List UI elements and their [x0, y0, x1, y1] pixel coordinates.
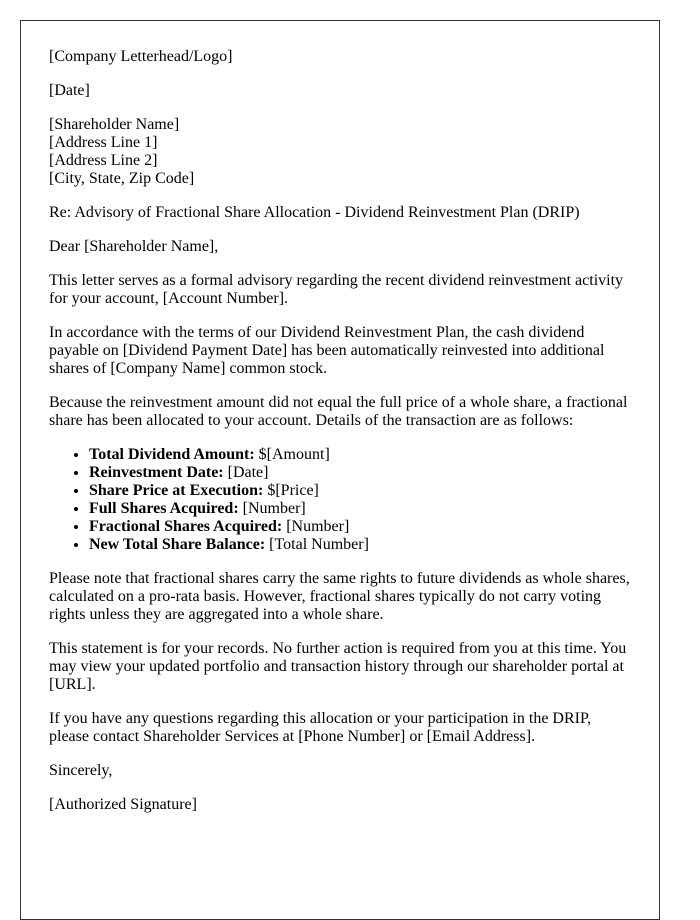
letter-page	[20, 20, 660, 920]
signature-line: [Authorized Signature]	[49, 796, 197, 813]
detail-fractional-shares	[89, 518, 631, 536]
body-paragraph-reinvestment: In accordance with the terms of our Dividend Reinvestment Plan, the cash dividend payable on [Dividend Payment Date] has been automatically reinvested into additional shares of [Company Name] common stock.	[49, 324, 605, 377]
subject-line: Re: Advisory of Fractional Share Allocation - Dividend Reinvestment Plan (DRIP)	[49, 204, 580, 221]
detail-label: Fractional Shares Acquired:	[89, 518, 283, 535]
body-paragraph-fractional: Because the reinvestment amount did not equal the full price of a whole share, a fractional share has been allocated to your account. Details of the transaction are as follows:	[49, 394, 628, 429]
detail-label: Reinvestment Date:	[89, 464, 224, 481]
detail-value: [Total Number]	[265, 536, 369, 553]
letter-date: [Date]	[49, 82, 90, 99]
detail-value: [Date]	[223, 464, 269, 481]
salutation: Dear [Shareholder Name],	[49, 238, 219, 255]
detail-total-dividend-amount	[89, 446, 631, 464]
recipient-name: [Shareholder Name]	[49, 116, 180, 133]
transaction-details-list	[49, 446, 631, 554]
recipient-address-line-2: [Address Line 2]	[49, 152, 158, 169]
detail-value: [Number]	[282, 518, 350, 535]
body-paragraph-rights: Please note that fractional shares carry the same rights to future dividends as whole shares, calculated on a pro-rata basis. However, fractional shares typically do not carry voting rights unless they are aggregated into a whole share.	[49, 570, 630, 623]
detail-value: $[Amount]	[254, 446, 330, 463]
detail-label: Total Dividend Amount:	[89, 446, 255, 463]
body-paragraph-records: This statement is for your records. No further action is required from you at this time. You may view your updated portfolio and transaction history through our shareholder portal at [URL].	[49, 640, 627, 693]
detail-full-shares	[89, 500, 631, 518]
detail-new-total-balance	[89, 536, 631, 554]
body-paragraph-intro: This letter serves as a formal advisory regarding the recent dividend reinvestment activity for your account, [Account Number].	[49, 272, 624, 307]
recipient-address-block	[49, 116, 631, 188]
detail-label: Full Shares Acquired:	[89, 500, 239, 517]
company-letterhead: [Company Letterhead/Logo]	[49, 48, 233, 65]
detail-value: [Number]	[238, 500, 306, 517]
recipient-city-state-zip: [City, State, Zip Code]	[49, 170, 195, 187]
sign-off: Sincerely,	[49, 762, 113, 779]
recipient-address-line-1: [Address Line 1]	[49, 134, 158, 151]
detail-reinvestment-date	[89, 464, 631, 482]
detail-label: Share Price at Execution:	[89, 482, 264, 499]
detail-value: $[Price]	[263, 482, 319, 499]
detail-share-price	[89, 482, 631, 500]
detail-label: New Total Share Balance:	[89, 536, 266, 553]
body-paragraph-contact: If you have any questions regarding this allocation or your participation in the DRIP, please contact Shareholder Services at [Phone Number] or [Email Address].	[49, 710, 592, 745]
